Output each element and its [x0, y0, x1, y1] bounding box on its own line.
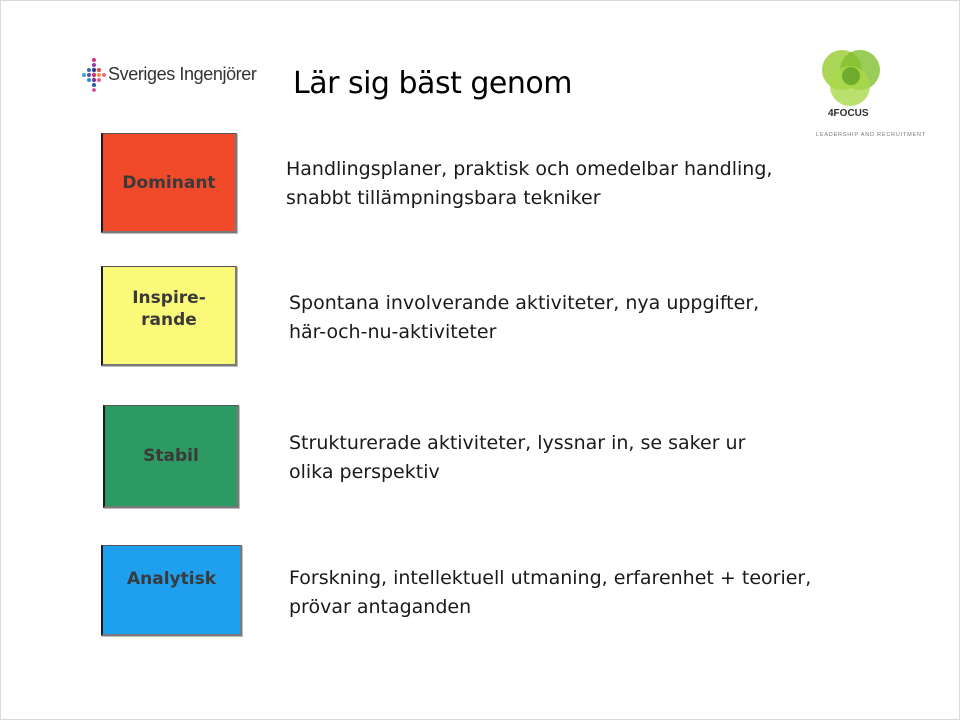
style-description-stabil: Strukturerade aktiviteter, lyssnar in, se saker ur olika perspektiv — [289, 432, 746, 483]
style-box-inspirerande — [101, 266, 237, 366]
sveriges-ingenjorer-logo — [80, 56, 257, 92]
style-label: Dominant — [122, 172, 216, 193]
style-box-stabil — [103, 405, 239, 508]
style-box-dominant — [101, 133, 237, 233]
dot-cross-icon — [80, 56, 106, 92]
sveriges-ingenjorer-wordmark: Sveriges Ingenjörer — [108, 63, 257, 84]
4focus-name: 4FOCUS — [828, 108, 869, 119]
style-box-analytisk — [101, 545, 242, 636]
4focus-tagline: LEADERSHIP AND RECRUITMENT — [816, 132, 926, 138]
slide-title: Lär sig bäst genom — [293, 66, 572, 101]
style-description-inspirerande: Spontana involverande aktiviteter, nya uppgifter, här-och-nu-aktiviteter — [289, 292, 760, 343]
style-description-dominant: Handlingsplaner, praktisk och omedelbar handling, snabbt tillämpningsbara tekniker — [286, 158, 773, 209]
style-label: Stabil — [143, 446, 199, 466]
style-label: Analytisk — [126, 569, 217, 589]
4focus-logo — [810, 46, 926, 150]
style-description-analytisk: Forskning, intellektuell utmaning, erfarenhet + teorier, prövar antaganden — [289, 567, 812, 618]
style-label: Inspire- rande — [132, 287, 206, 330]
